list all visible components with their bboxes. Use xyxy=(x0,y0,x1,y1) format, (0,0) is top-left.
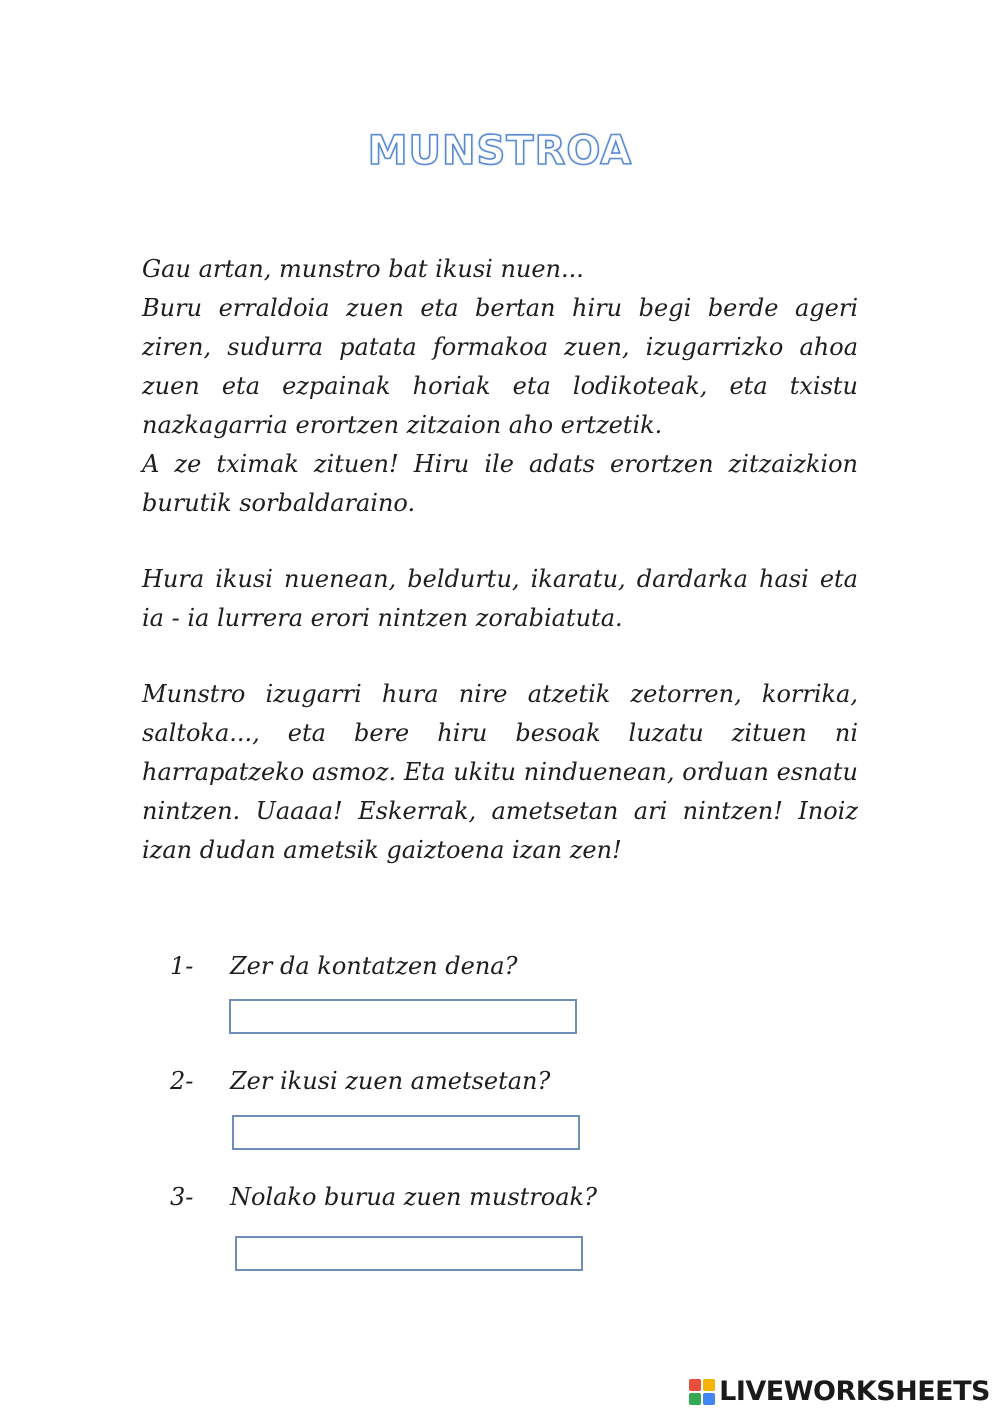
question-text: Nolako burua zuen mustroak? xyxy=(230,1183,597,1211)
question-text: Zer da kontatzen dena? xyxy=(230,952,518,980)
question-2 xyxy=(170,1067,550,1095)
logo-square xyxy=(689,1379,701,1391)
question-number: 3- xyxy=(170,1183,194,1211)
story-paragraph-4: Hura ikusi nuenean, beldurtu, ikaratu, dardarka hasi eta ia - ia lurrera erori nintzen zorabiatuta. xyxy=(142,565,858,632)
question-text: Zer ikusi zuen ametsetan? xyxy=(230,1067,551,1095)
story-text xyxy=(142,250,858,870)
question-number: 1- xyxy=(170,952,194,980)
logo-square xyxy=(703,1393,715,1405)
story-paragraph-5: Munstro izugarri hura nire atzetik zetorren, korrika, saltoka..., eta bere hiru besoak luzatu zituen ni harrapatzeko asmoz. Eta ukitu ninduenean, orduan esnatu nintzen. Uaaaa! Eskerrak, ametsetan ari nintzen! Inoiz izan dudan ametsik gaiztoena izan zen! xyxy=(142,680,858,864)
question-number: 2- xyxy=(170,1067,194,1095)
answer-field-2[interactable] xyxy=(232,1115,580,1150)
logo-square xyxy=(703,1379,715,1391)
liveworksheets-logo xyxy=(689,1376,990,1407)
answer-field-3[interactable] xyxy=(235,1236,583,1271)
logo-square xyxy=(689,1393,701,1405)
question-3 xyxy=(170,1183,597,1211)
logo-text: LIVEWORKSHEETS xyxy=(719,1376,990,1407)
story-paragraph-1: Gau artan, munstro bat ikusi nuen... xyxy=(142,255,584,283)
story-paragraph-2: Buru erraldoia zuen eta bertan hiru begi berde ageri ziren, sudurra patata formakoa zuen, izugarrizko ahoa zuen eta ezpainak horiak eta lodikoteak, eta txistu nazkagarria erortzen zitzaion aho ertzetik. xyxy=(142,294,858,439)
logo-icon xyxy=(689,1379,715,1405)
page-title: MUNSTROA xyxy=(367,128,633,174)
story-paragraph-3: A ze tximak zituen! Hiru ile adats erortzen zitzaizkion burutik sorbaldaraino. xyxy=(142,450,858,517)
question-1 xyxy=(170,952,517,980)
answer-field-1[interactable] xyxy=(229,999,577,1034)
